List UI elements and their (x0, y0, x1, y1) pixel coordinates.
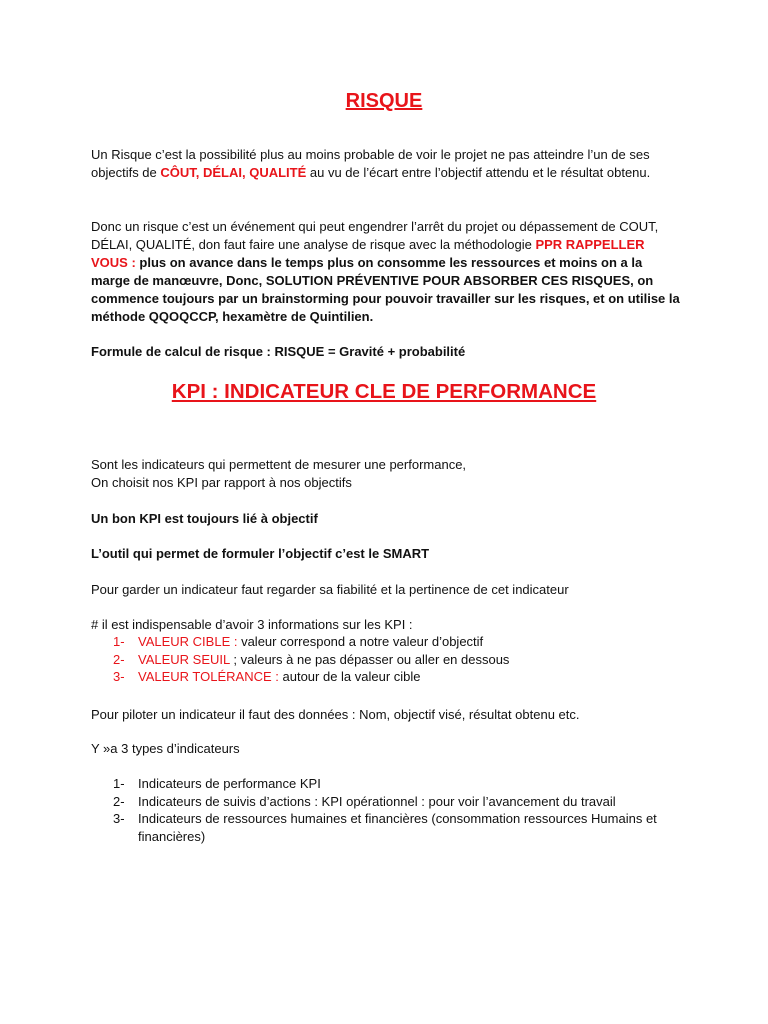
highlight-cout-delai-qualite: CÔUT, DÉLAI, QUALITÉ (160, 165, 307, 180)
highlight-ppr: PPR RAPPELLER VOUS : (91, 237, 645, 270)
paragraph-fiabilite: Pour garder un indicateur faut regarder sa fiabilité et la pertinence de cet indicateur (91, 582, 569, 597)
paragraph-risque-definition: Un Risque c’est la possibilité plus au moins probable de voir le projet ne pas atteindre l’un de ses objectifs de CÔUT, DÉLAI, QUALITÉ au vu de l’écart entre l’objectif attendu et le résultat obtenu. (91, 147, 651, 180)
paragraph-kpi-intro: Sont les indicateurs qui permettent de mesurer une performance, On choisit nos KPI par rapport à nos objectifs (91, 457, 467, 490)
paragraph-types-intro: Y »a 3 types d’indicateurs (91, 741, 240, 756)
list-item: 2- VALEUR SEUIL ; valeurs à ne pas dépasser ou aller en dessous (113, 651, 510, 667)
title-kpi: KPI : INDICATEUR CLE DE PERFORMANCE (171, 380, 597, 403)
list-item: 3- VALEUR TOLÉRANCE : autour de la valeur cible (113, 669, 421, 684)
list-indicator-types (91, 775, 691, 845)
formula-risque: Formule de calcul de risque : RISQUE = Gravité + probabilité (91, 344, 466, 359)
list-item: 2- Indicateurs de suivis d’actions : KPI opérationnel : pour voir l’avancement du travail (113, 793, 616, 809)
bold-kpi-objectif: Un bon KPI est toujours lié à objectif (91, 511, 318, 526)
list-kpi-informations (91, 633, 691, 686)
list-item: 3- Indicateurs de ressources humaines et financières (consommation ressources Humains et financières) (113, 811, 657, 844)
bold-smart: L’outil qui permet de formuler l’objectif c’est le SMART (91, 546, 430, 561)
paragraph-piloter: Pour piloter un indicateur il faut des données : Nom, objectif visé, résultat obtenu etc. (91, 707, 580, 722)
title-risque: RISQUE (345, 90, 423, 112)
paragraph-risque-analyse: Donc un risque c’est un événement qui peut engendrer l’arrêt du projet ou dépassement de COUT, DÉLAI, QUALITÉ, don faut faire une analyse de risque avec la méthodologie PPR RAPPELLER VOUS : plus on avance dans le temps plus on consomme les ressources et moins on a la marge de manœuvre, Donc, SOLUTION PRÉVENTIVE POUR ABSORBER CES RISQUES, on commence toujours par un brainstorming pour pouvoir travailler sur les risques, et on utilise la méthode QQOQCCP, hexamètre de Quintilien. (91, 219, 680, 324)
list-item: 1- VALEUR CIBLE : valeur correspond a notre valeur d’objectif (113, 634, 484, 649)
list-item: 1- Indicateurs de performance KPI (113, 776, 321, 791)
paragraph-info-intro: # il est indispensable d’avoir 3 informations sur les KPI : (91, 617, 413, 632)
